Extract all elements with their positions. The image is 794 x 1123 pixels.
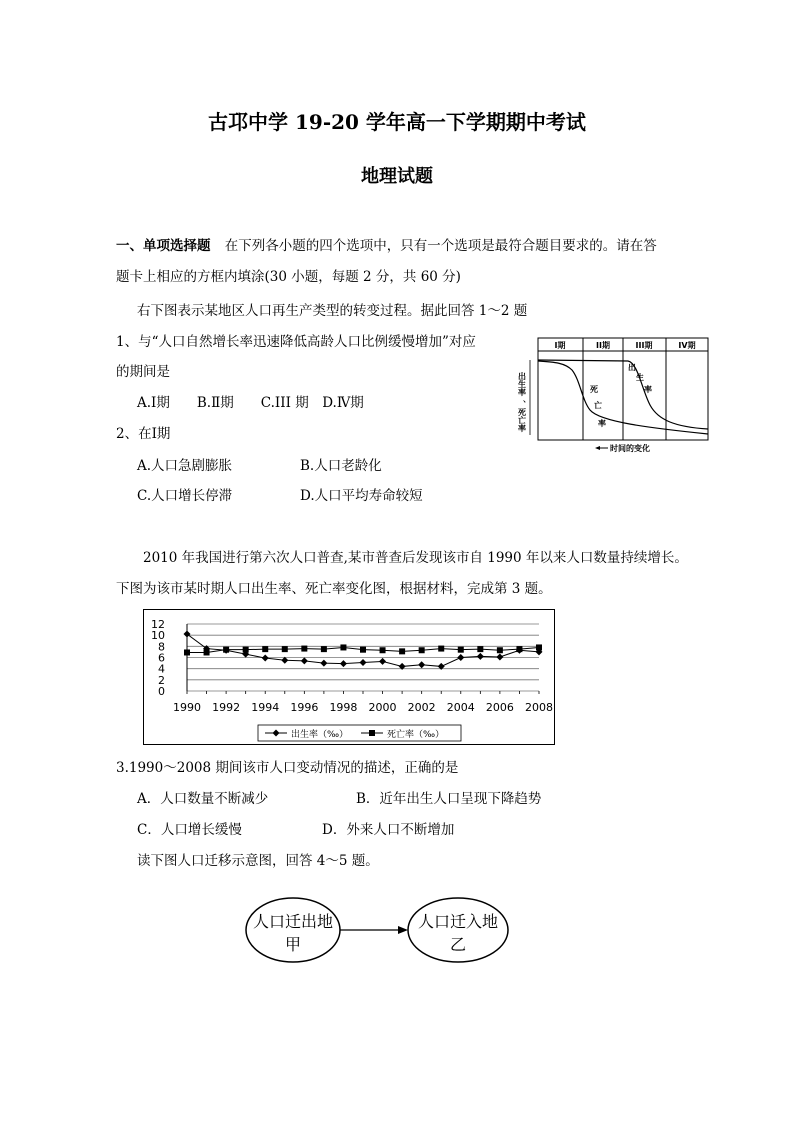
q2-option-d: D.人口平均寿命较短 (300, 488, 423, 504)
birth-label-3: 率 (644, 385, 652, 394)
death-label-3: 率 (598, 419, 606, 428)
q3-option-c: C．人口增长缓慢 (137, 822, 242, 838)
destination-label-1: 人口迁入地 (417, 912, 499, 931)
origin-label-1: 人口迁出地 (252, 912, 334, 931)
intro-2b: 下图为该市某时期人口出生率、死亡率变化图，根据材料，完成第 3 题。 (116, 581, 552, 597)
x-tick-label: 1996 (290, 701, 319, 714)
intro-1: 右下图表示某地区人口再生产类型的转变过程。据此回答 1～2 题 (137, 303, 528, 319)
migration-diagram (240, 890, 540, 970)
x-axis-label: 时间的变化 (610, 444, 650, 453)
x-tick-label: 1990 (173, 701, 201, 714)
death-rate-point (223, 647, 229, 653)
birth-death-rate-chart (143, 609, 555, 745)
death-rate-point (282, 646, 288, 652)
x-tick-label: 2002 (407, 701, 436, 714)
death-rate-point (184, 649, 190, 655)
death-rate-point (477, 646, 483, 652)
x-tick-label: 2006 (485, 701, 514, 714)
death-rate-point (438, 646, 444, 652)
q2-stem: 2、在Ⅰ期 (116, 426, 171, 442)
q2-option-c: C.人口增长停滞 (137, 488, 233, 504)
q1-options: A.Ⅰ期 B.Ⅱ期 C.III 期 D.Ⅳ期 (137, 395, 364, 411)
section-label: 一、单项选择题 (116, 238, 211, 254)
q3-option-d: D．外来人口不断增加 (322, 822, 455, 838)
q1-stem-2: 的期间是 (116, 364, 170, 380)
death-rate-point (262, 646, 268, 652)
y-tick-label: 2 (158, 673, 165, 687)
x-tick-label: 2000 (368, 701, 397, 714)
legend-marker-icon (369, 730, 375, 736)
y-tick-label: 12 (151, 618, 165, 631)
death-rate-point (243, 647, 249, 653)
death-rate-point (301, 646, 307, 652)
y-tick-label: 0 (158, 685, 165, 698)
death-rate-point (399, 648, 405, 654)
death-rate-point (360, 647, 366, 653)
instruction-line-1: 在下列各小题的四个选项中，只有一个选项是最符合题目要求的。请在答 (224, 238, 657, 254)
legend-label: 死亡率（‰） (387, 730, 445, 740)
death-rate-point (536, 644, 542, 650)
x-tick-label: 1992 (212, 701, 241, 714)
death-rate-point (380, 647, 386, 653)
y-tick-label: 10 (151, 629, 165, 643)
period-label-1: I期 (554, 341, 566, 350)
period-label-3: III期 (635, 341, 653, 350)
death-label-1: 死 (590, 385, 598, 394)
y-tick-label: 6 (158, 651, 165, 665)
x-tick-label: 1998 (329, 701, 358, 714)
y-tick-label: 8 (158, 640, 165, 654)
death-rate-point (419, 647, 425, 653)
page-title: 古邛中学 19-20 学年高一下学期期中考试 (208, 110, 586, 134)
q3-stem: 3.1990～2008 期间该市人口变动情况的描述，正确的是 (116, 760, 459, 776)
destination-label-2: 乙 (449, 935, 467, 954)
death-label-2: 亡 (594, 401, 602, 410)
x-tick-label: 2008 (525, 701, 553, 714)
birth-label-2: 生 (636, 373, 644, 382)
y-tick-label: 4 (158, 662, 165, 676)
birth-label-1: 出 (628, 363, 636, 372)
death-rate-point (340, 644, 346, 650)
arrow-head-icon (398, 926, 408, 934)
q2-option-a: A.人口急剧膨胀 (137, 458, 233, 474)
page-subtitle: 地理试题 (361, 166, 433, 187)
death-rate-point (204, 649, 210, 655)
instruction-line-2: 题卡上相应的方框内填涂(30 小题，每题 2 分，共 60 分) (116, 269, 461, 285)
q1-stem-1: 1、与“人口自然增长率迅速降低高龄人口比例缓慢增加”对应 (116, 334, 476, 350)
y-axis-label-1: 出生率 (517, 372, 527, 396)
legend-label: 出生率（‰） (291, 730, 349, 740)
intro-2a: 2010 年我国进行第六次人口普查,某市普查后发现该市自 1990 年以来人口数量持续增长。 (143, 550, 688, 566)
origin-label-2: 甲 (284, 935, 302, 954)
death-rate-point (321, 646, 327, 652)
death-rate-point (516, 646, 522, 652)
q3-option-a: A．人口数量不断减少 (137, 791, 269, 807)
period-label-2: II期 (596, 341, 610, 350)
death-rate-point (458, 647, 464, 653)
q2-option-b: B.人口老龄化 (300, 458, 382, 474)
y-axis-label-2: 、死亡率 (517, 400, 527, 432)
x-tick-label: 2004 (446, 701, 475, 714)
period-label-4: IV期 (678, 341, 696, 350)
x-tick-label: 1994 (251, 701, 280, 714)
intro-3: 读下图人口迁移示意图，回答 4～5 题。 (137, 853, 379, 869)
section-instruction (116, 237, 657, 255)
q3-option-b: B．近年出生人口呈现下降趋势 (356, 791, 542, 807)
death-rate-point (497, 647, 503, 653)
demographic-transition-diagram (510, 330, 715, 460)
